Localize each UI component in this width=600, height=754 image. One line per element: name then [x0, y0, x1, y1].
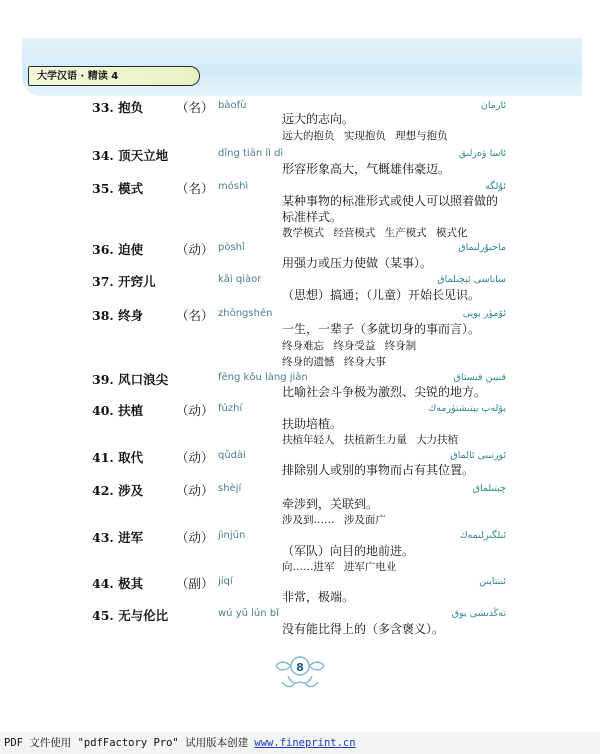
entry-example: 扶植年轻人 扶植新生力量 大力扶植	[282, 434, 459, 446]
entry-word: 35. 模式	[92, 181, 144, 196]
entry-uyghur: ئاسا ۋەرلىق	[458, 148, 506, 159]
entry-uyghur: يۆلەپ يېتىشتۈرمەك	[428, 403, 506, 414]
entry-definition-cont: 标准样式。	[282, 210, 343, 224]
entry-pos: （名）	[176, 100, 214, 115]
entry-pinyin: bàofù	[218, 100, 247, 111]
entry-example: 涉及到…… 涉及面广	[282, 514, 386, 526]
entry-word: 42. 涉及	[92, 483, 144, 498]
entry-pinyin: pòshǐ	[218, 242, 245, 253]
entry-example: 向……进军 进军广电业	[282, 561, 397, 573]
entry-pinyin: dǐng tiān lì dì	[218, 148, 284, 159]
entry-pinyin: fēng kǒu làng jiān	[218, 372, 308, 383]
entry-definition: （军队）向目的地前进。	[282, 544, 415, 558]
entry-definition: 扶助培植。	[282, 417, 343, 431]
entry-uyghur: قىيىن قىستاق	[453, 372, 506, 383]
entry-pinyin: jíqí	[218, 576, 233, 587]
entry-uyghur: ئورنىنى ئالماق	[450, 450, 506, 461]
entry-pinyin: kāi qiàor	[218, 274, 262, 285]
pdf-footer	[0, 732, 600, 754]
entry-word: 43. 进军	[92, 530, 144, 545]
entry-definition: 非常，极端。	[282, 590, 355, 604]
entry-word: 33. 抱负	[92, 100, 144, 115]
entry-uyghur: ئۇلگە	[485, 181, 506, 192]
entry-word: 45. 无与伦比	[92, 608, 169, 623]
entry-definition: 某种事物的标准形式或使人可以照着做的	[282, 194, 499, 208]
entry-word: 37. 开窍儿	[92, 274, 156, 289]
entry-pos: （副）	[176, 576, 214, 591]
entry-word: 44. 极其	[92, 576, 144, 591]
entry-definition: 用强力或压力使做（某事）。	[282, 256, 433, 270]
entry-pinyin: shèjí	[218, 483, 242, 494]
entry-word: 38. 终身	[92, 308, 144, 323]
entry-uyghur: ساناسى ئېچىلماق	[437, 274, 506, 285]
entry-definition: 形容形象高大，气概雄伟豪迈。	[282, 162, 451, 176]
entry-word: 34. 顶天立地	[92, 148, 169, 163]
page-number: 8	[296, 661, 304, 674]
entry-definition: 比喻社会斗争极为激烈、尖锐的地方。	[282, 385, 487, 399]
entry-definition: 一生，一辈子（多就切身的事而言）。	[282, 322, 481, 336]
entry-example: 终身的遗憾 终身大事	[282, 356, 386, 368]
entry-definition: 牵涉到，关联到。	[282, 497, 379, 511]
entry-example: 远大的抱负 实现抱负 理想与抱负	[282, 130, 448, 142]
footer-link[interactable]: www.fineprint.cn	[254, 737, 356, 749]
entry-example: 教学模式 经营模式 生产模式 模式化	[282, 227, 468, 239]
entry-uyghur: ئىلگىرلىمەك	[459, 530, 506, 541]
entry-pos: （动）	[176, 403, 214, 418]
entry-pinyin: jìnjūn	[218, 530, 246, 541]
entry-pos: （动）	[176, 530, 214, 545]
footer-text: PDF 文件使用 "pdfFactory Pro" 试用版本创建	[4, 737, 255, 749]
entry-pinyin: fúzhí	[218, 403, 243, 414]
entry-pinyin: zhōngshēn	[218, 308, 273, 319]
entry-definition: （思想）搞通；（儿童）开始长见识。	[282, 288, 481, 302]
entry-uyghur: چېتىلماق	[472, 483, 506, 494]
entry-word: 36. 迫使	[92, 242, 144, 257]
entry-pos: （动）	[176, 242, 214, 257]
entry-word: 39. 风口浪尖	[92, 372, 169, 387]
entry-pos: （动）	[176, 483, 214, 498]
entry-definition: 排除别人或别的事物而占有其位置。	[282, 463, 475, 477]
entry-pinyin: móshì	[218, 181, 249, 192]
entry-pinyin: wú yǔ lún bǐ	[218, 608, 279, 619]
entry-word: 41. 取代	[92, 450, 144, 465]
entry-word: 40. 扶植	[92, 403, 144, 418]
entry-pos: （名）	[176, 308, 214, 323]
entry-definition: 没有能比得上的（多含褒义）。	[282, 622, 445, 636]
entry-uyghur: ئارمان	[480, 100, 506, 111]
entry-uyghur: ئىنتايىن	[479, 576, 506, 587]
entry-example: 终身难忘 终身受益 终身制	[282, 340, 417, 352]
entry-uyghur: ئۆمۈر بويى	[462, 308, 506, 319]
entry-pos: （名）	[176, 181, 214, 196]
entry-uyghur: ماجبۇرلىماق	[458, 242, 506, 253]
entry-definition: 远大的志向。	[282, 112, 355, 126]
entry-pinyin: qǔdài	[218, 450, 246, 461]
entry-uyghur: تەڭدىشى يوق	[451, 608, 506, 619]
entry-pos: （动）	[176, 450, 214, 465]
book-title-tab: 大学汉语 · 精读 4	[28, 66, 200, 86]
